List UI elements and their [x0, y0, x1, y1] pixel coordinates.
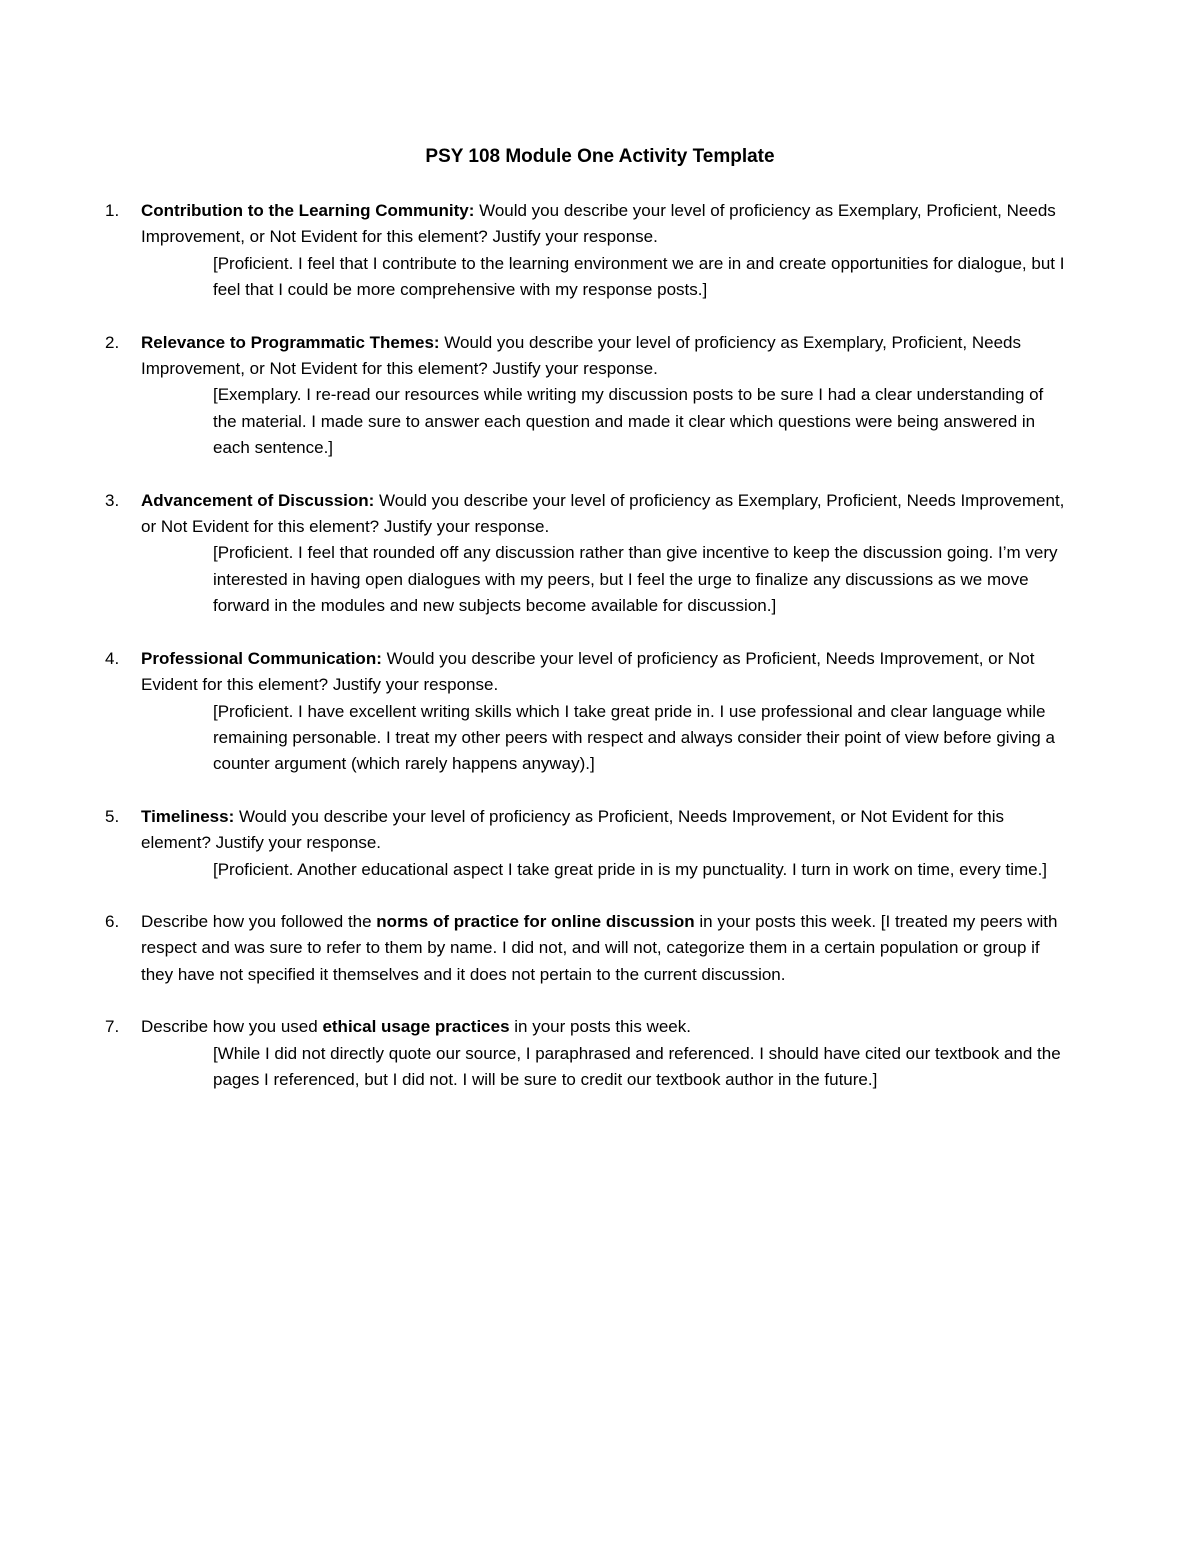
response-text: [Proficient. I feel that rounded off any discussion rather than give incentive to keep the discussion going. I’m very interested in having open dialogues with my peers, but I feel the urge to finalize any discussions as we move forward in the modules and new subjects become available for discussion.]	[213, 543, 1058, 616]
question-text	[141, 198, 1065, 251]
response-text: [Exemplary. I re-read our resources while writing my discussion posts to be sure I had a clear understanding of the material. I made sure to answer each question and made it clear which questions were being answered in each sentence.]	[213, 385, 1044, 458]
question-emphasis: norms of practice for online discussion	[376, 911, 695, 931]
list-item	[105, 330, 1065, 462]
question-heading: Timeliness:	[141, 806, 235, 826]
response-text: [Proficient. Another educational aspect I take great pride in is my punctuality. I turn in work on time, every time.]	[213, 859, 1048, 879]
item-number: 4.	[105, 648, 120, 668]
question-tail: in your posts this week.	[509, 1017, 691, 1037]
question-lead: Describe how you used	[141, 1017, 323, 1037]
question-text	[141, 1014, 1065, 1040]
list-item	[105, 804, 1065, 883]
item-number: 5.	[105, 806, 120, 826]
question-prompt: Would you describe your level of proficiency as Proficient, Needs Improvement, or Not Evident for this element? Justify your response.	[141, 806, 1004, 853]
item-number: 7.	[105, 1017, 120, 1037]
question-text	[141, 909, 1065, 988]
question-heading: Advancement of Discussion:	[141, 490, 375, 510]
item-number: 3.	[105, 490, 120, 510]
question-text	[141, 804, 1065, 857]
item-number: 1.	[105, 201, 120, 220]
list-item	[105, 488, 1065, 620]
list-item	[105, 909, 1065, 988]
question-list	[105, 198, 1065, 1119]
question-prompt: Would you describe your level of proficiency as Exemplary, Proficient, Needs Improvement, or Not Evident for this element? Justify your response.	[141, 332, 1021, 379]
question-heading: Contribution to the Learning Community:	[141, 201, 475, 220]
list-item	[105, 198, 1065, 304]
question-prompt: Would you describe your level of proficiency as Proficient, Needs Improvement, or Not Evident for this element? Justify your response.	[141, 648, 1035, 695]
response-text: [Proficient. I feel that I contribute to the learning environment we are in and create opportunities for dialogue, but I feel that I could be more comprehensive with my response posts.]	[213, 253, 1065, 300]
document-title: PSY 108 Module One Activity Template	[425, 146, 775, 167]
response-text: [Proficient. I have excellent writing skills which I take great pride in. I use professional and clear language while remaining personable. I treat my other peers with respect and always consider their point of view before giving a counter argument (which rarely happens anyway).]	[213, 701, 1055, 774]
question-prompt: Would you describe your level of proficiency as Exemplary, Proficient, Needs Improvement, or Not Evident for this element? Justify your response.	[141, 201, 1056, 247]
question-heading: Relevance to Programmatic Themes:	[141, 332, 440, 352]
item-number: 6.	[105, 911, 120, 931]
question-text	[141, 646, 1065, 699]
question-emphasis: ethical usage practices	[322, 1017, 510, 1037]
question-lead: Describe how you followed the	[141, 911, 377, 931]
question-prompt: Would you describe your level of proficiency as Exemplary, Proficient, Needs Improvement, or Not Evident for this element? Justify your response.	[141, 490, 1065, 537]
question-tail: in your posts this week. [I treated my peers with respect and was sure to refer to them by name. I did not, and will not, categorize them in a certain population or group if they have not specified it themselves and it does not pertain to the current discussion.	[141, 911, 1058, 984]
list-item	[105, 1014, 1065, 1093]
question-text	[141, 330, 1065, 383]
response-text: [While I did not directly quote our source, I paraphrased and referenced. I should have cited our textbook and the pages I referenced, but I did not. I will be sure to credit our textbook author in the future.]	[213, 1043, 1061, 1089]
question-heading: Professional Communication:	[141, 648, 382, 668]
list-item	[105, 646, 1065, 778]
question-text	[141, 488, 1065, 541]
item-number: 2.	[105, 332, 120, 352]
